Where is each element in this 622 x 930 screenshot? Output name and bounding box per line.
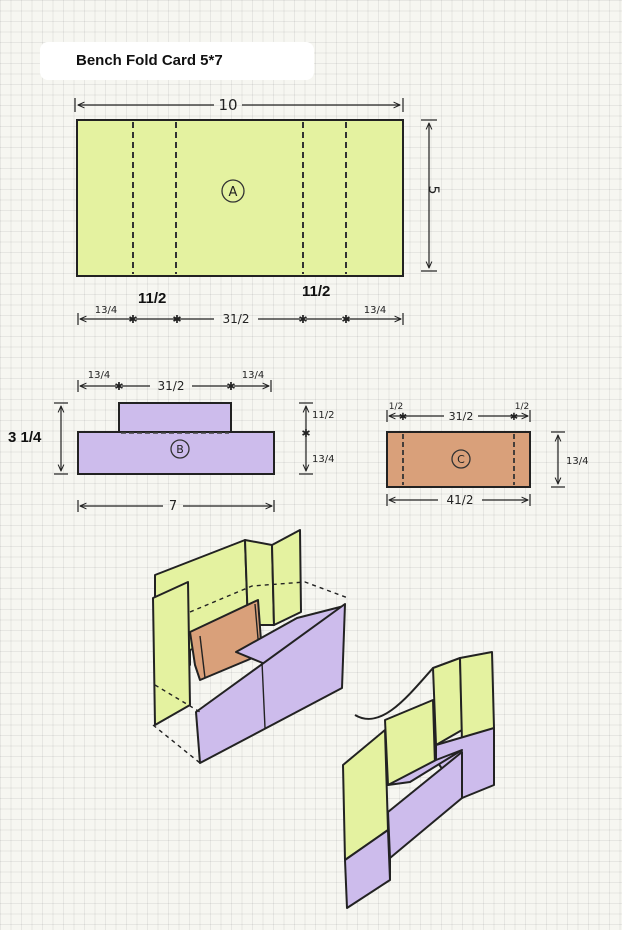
b-lower-label: 13/4 bbox=[312, 454, 335, 465]
a-seg-3-label: 13/4 bbox=[363, 305, 387, 316]
a-score-right-label: 11/2 bbox=[302, 283, 331, 300]
b-total-height-label: 3 1/4 bbox=[8, 429, 42, 446]
tick-mark: ✱ bbox=[509, 412, 519, 423]
b-upper-label: 11/2 bbox=[312, 410, 335, 421]
c-right-label: 1/2 bbox=[514, 402, 530, 412]
panel-b-label: B bbox=[176, 443, 184, 456]
assembled-view-folded bbox=[343, 652, 494, 908]
b-side-dimension bbox=[299, 403, 334, 474]
c-height-dimension bbox=[551, 432, 588, 487]
c-width-label: 41/2 bbox=[446, 493, 474, 507]
a-seg-2-label: 31/2 bbox=[222, 312, 250, 326]
panel-a-label: A bbox=[228, 185, 238, 200]
a-segment-dimension bbox=[78, 305, 403, 326]
page-title: Bench Fold Card 5*7 bbox=[76, 52, 223, 69]
c-top-dimension bbox=[387, 402, 530, 423]
right-flap-1 bbox=[433, 658, 462, 745]
b-width-dimension bbox=[78, 499, 274, 514]
tick-mark: ✱ bbox=[398, 412, 408, 423]
c-width-dimension bbox=[387, 493, 530, 507]
b-top-1-label: 13/4 bbox=[87, 370, 111, 381]
left-flap bbox=[153, 582, 190, 725]
panel-b-top bbox=[119, 403, 231, 433]
b-height-dimension bbox=[8, 403, 68, 474]
panel-c bbox=[387, 432, 530, 487]
panel-b bbox=[78, 403, 274, 474]
c-mid-label: 31/2 bbox=[448, 410, 474, 423]
a-height-label: 5 bbox=[425, 185, 441, 195]
b-top-3-label: 13/4 bbox=[241, 370, 265, 381]
c-left-label: 1/2 bbox=[388, 402, 404, 412]
tick-mark: ✱ bbox=[128, 313, 138, 326]
panel-a-rect bbox=[77, 120, 403, 276]
tick-mark: ✱ bbox=[114, 380, 124, 393]
a-score-left-label: 11/2 bbox=[138, 290, 167, 307]
assembled-view-open bbox=[153, 530, 348, 763]
tick-mark: ✱ bbox=[172, 313, 182, 326]
a-width-label: 10 bbox=[218, 96, 238, 114]
a-height-dimension bbox=[421, 120, 441, 271]
tick-mark: ✱ bbox=[341, 313, 351, 326]
tick-mark: ✱ bbox=[226, 380, 236, 393]
tick-mark: ✱ bbox=[298, 313, 308, 326]
panel-c-label: C bbox=[457, 453, 465, 466]
c-height-label: 13/4 bbox=[566, 456, 589, 467]
panel-a bbox=[77, 120, 403, 276]
a-seg-1-label: 13/4 bbox=[94, 305, 118, 316]
right-flap-2 bbox=[272, 530, 301, 625]
tick-mark: ✱ bbox=[301, 427, 311, 440]
b-top-dimension bbox=[78, 370, 271, 393]
b-top-2-label: 31/2 bbox=[157, 379, 185, 393]
a-width-dimension bbox=[75, 96, 403, 114]
b-width-label: 7 bbox=[168, 499, 178, 514]
